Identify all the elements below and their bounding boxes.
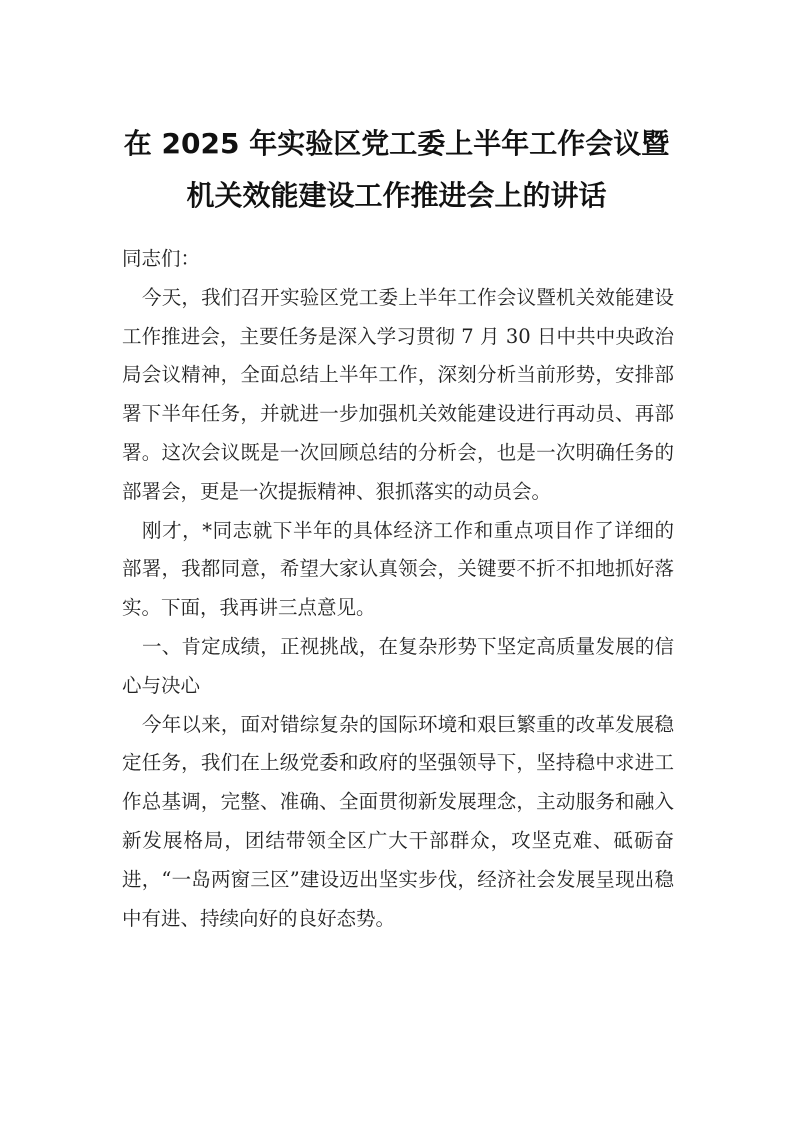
title-line-1: 在 2025 年实验区党工委上半年工作会议暨 xyxy=(123,127,670,160)
document-body xyxy=(122,240,674,938)
paragraph-arrangement: 刚才，*同志就下半年的具体经济工作和重点项目作了详细的部署，我都同意，希望大家认真领会，关键要不折不扣地抓好落实。下面，我再讲三点意见。 xyxy=(122,518,674,620)
section-heading-one: 一、肯定成绩，正视挑战，在复杂形势下坚定高质量发展的信心与决心 xyxy=(122,634,674,697)
paragraph-achievements: 今年以来，面对错综复杂的国际环境和艰巨繁重的改革发展稳定任务，我们在上级党委和政府的坚强领导下，坚持稳中求进工作总基调，完整、准确、全面贯彻新发展理念，主动服务和融入新发展格局，团结带领全区广大干部群众，攻坚克难、砥砺奋进，“一岛两窗三区”建设迈出坚实步伐，经济社会发展呈现出稳中有进、持续向好的良好态势。 xyxy=(122,712,674,930)
document-title xyxy=(110,118,683,222)
paragraph-opening: 今天，我们召开实验区党工委上半年工作会议暨机关效能建设工作推进会，主要任务是深入学习贯彻 7 月 30 日中共中央政治局会议精神，全面总结上半年工作，深刻分析当前形势，安排部署下半年任务，并就进一步加强机关效能建设进行再动员、再部署。这次会议既是一次回顾总结的分析会，也是一次明确任务的部署会，更是一次提振精神、狠抓落实的动员会。 xyxy=(122,285,674,503)
salutation: 同志们： xyxy=(122,247,201,270)
title-line-2: 机关效能建设工作推进会上的讲话 xyxy=(186,179,607,212)
